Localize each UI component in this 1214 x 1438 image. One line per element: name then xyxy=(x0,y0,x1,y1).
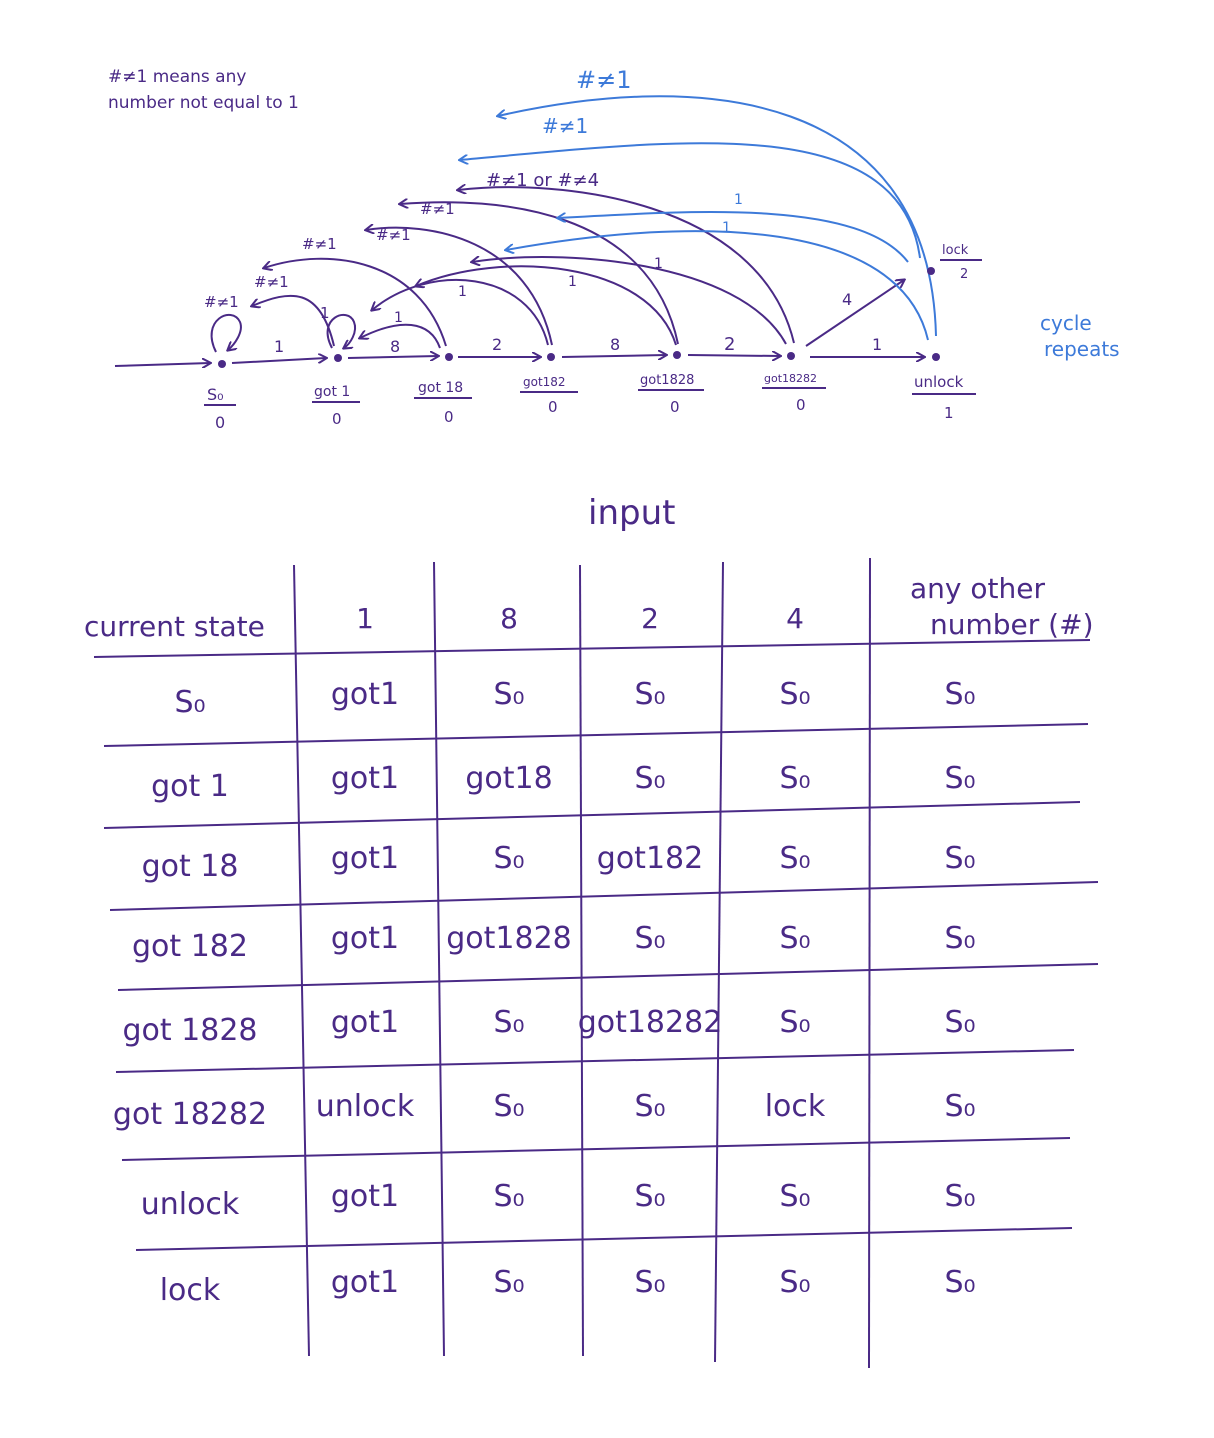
table-title: input xyxy=(588,493,676,533)
table-cell: S₀ xyxy=(944,761,976,796)
edge-got182-got1-label: 1 xyxy=(458,284,467,300)
edge-got1-self-label: 1 xyxy=(320,304,330,322)
table-vline-3 xyxy=(580,565,583,1356)
table-cell: S₀ xyxy=(634,921,666,956)
state-node-got182 xyxy=(547,353,555,361)
edge-got1-self xyxy=(328,315,356,348)
edge-unlock-got1-label: 1 xyxy=(722,220,731,236)
table-hline-5 xyxy=(116,1050,1074,1072)
table-hline-7 xyxy=(136,1228,1072,1250)
edge-got1-got18 xyxy=(348,356,438,358)
table-cell: S₀ xyxy=(944,921,976,956)
state-node-got18 xyxy=(445,353,453,361)
edge-s0-got1-label: 1 xyxy=(274,337,285,356)
edge-got182-got1828 xyxy=(562,355,666,357)
state-name-s0: S₀ xyxy=(207,385,224,404)
edge-got182-got1828-label: 8 xyxy=(610,335,621,354)
state-output-got18282: 0 xyxy=(796,396,806,414)
state-node-lock xyxy=(927,267,935,275)
edge-got18282-s0-label: #≠1 or #≠4 xyxy=(486,170,600,191)
table-cell: S₀ xyxy=(779,841,811,876)
table-cell: got18 xyxy=(465,761,553,796)
legend-note-line1: #≠1 means any xyxy=(108,67,247,87)
table-header-1: 1 xyxy=(356,602,374,635)
table-header-other-line1: any other xyxy=(910,572,1045,605)
state-name-unlock: unlock xyxy=(914,373,964,391)
table-cell: got1 xyxy=(330,921,400,956)
start-arrow xyxy=(115,363,210,366)
state-output-got182: 0 xyxy=(548,398,558,416)
edge-s0-got1 xyxy=(232,358,326,363)
table-cell: S₀ xyxy=(493,1265,525,1300)
edge-got18282-unlock-label: 1 xyxy=(872,335,883,354)
table-cell: got1 xyxy=(330,1179,400,1214)
table-header-8: 8 xyxy=(500,602,518,635)
cycle-note-line1: cycle xyxy=(1040,311,1092,335)
table-cell: S₀ xyxy=(493,1179,525,1214)
edge-lock-s0-label: #≠1 xyxy=(542,114,589,138)
state-output-s0: 0 xyxy=(215,413,226,432)
table-cell: S₀ xyxy=(493,1005,525,1040)
table-row-state: got 18282 xyxy=(112,1097,268,1132)
edge-lock-s0 xyxy=(460,143,920,258)
edge-lock-got1-label: 1 xyxy=(734,192,743,208)
table-hline-4 xyxy=(118,964,1098,990)
table-cell: got1 xyxy=(330,677,400,712)
edge-got18-s0-label: #≠1 xyxy=(302,235,337,253)
cycle-note-line2: repeats xyxy=(1044,337,1120,361)
table-row-state: got 1828 xyxy=(122,1013,258,1048)
edge-got1828-got18282 xyxy=(688,355,780,356)
state-node-got1828 xyxy=(673,351,681,359)
table-row-state: got 18 xyxy=(141,849,239,884)
edge-got1828-s0-label: #≠1 xyxy=(420,200,455,218)
table-row-state: S₀ xyxy=(174,685,206,720)
state-name-got18: got 18 xyxy=(418,380,464,396)
edge-got182-s0-label: #≠1 xyxy=(376,226,411,244)
table-cell: S₀ xyxy=(634,677,666,712)
table-header-2: 2 xyxy=(641,602,659,635)
table-corner-header: current state xyxy=(84,610,265,643)
table-hline-2 xyxy=(104,802,1080,828)
state-name-got1828: got1828 xyxy=(640,373,695,388)
edge-got1-got18-label: 8 xyxy=(390,337,401,356)
state-output-lock: 2 xyxy=(960,267,969,282)
table-row-state: got 1 xyxy=(151,769,229,804)
table-cell: S₀ xyxy=(493,1089,525,1124)
table-cell: got1 xyxy=(330,761,400,796)
table-cell: S₀ xyxy=(634,761,666,796)
table-cell: S₀ xyxy=(944,841,976,876)
edge-got1828-got18282-label: 2 xyxy=(724,334,736,355)
table-cell: S₀ xyxy=(779,761,811,796)
state-name-lock: lock xyxy=(942,243,969,258)
state-node-s0 xyxy=(218,360,226,368)
state-name-got1: got 1 xyxy=(314,384,351,400)
table-cell: S₀ xyxy=(634,1179,666,1214)
table-cell: S₀ xyxy=(944,1265,976,1300)
table-cell: S₀ xyxy=(634,1265,666,1300)
edge-got1-s0-label: #≠1 xyxy=(254,273,289,291)
edge-got18282-lock xyxy=(806,280,904,346)
table-cell: unlock xyxy=(315,1089,415,1124)
table-hline-1 xyxy=(104,724,1088,746)
table-cell: got1 xyxy=(330,1265,400,1300)
edge-unlock-s0-label: #≠1 xyxy=(576,66,632,94)
table-cell: S₀ xyxy=(944,1179,976,1214)
state-output-got18: 0 xyxy=(444,408,454,426)
state-node-unlock xyxy=(932,353,940,361)
table-cell: got1828 xyxy=(446,921,572,956)
state-node-got18282 xyxy=(787,352,795,360)
edge-got18-got1-label: 1 xyxy=(394,310,403,326)
state-name-got18282: got18282 xyxy=(764,372,818,385)
table-cell: S₀ xyxy=(779,677,811,712)
table-cell: S₀ xyxy=(779,1179,811,1214)
table-cell: S₀ xyxy=(493,677,525,712)
state-name-got182: got182 xyxy=(523,375,566,389)
table-hline-3 xyxy=(110,882,1098,910)
table-cell: lock xyxy=(764,1089,826,1124)
table-row-state: lock xyxy=(159,1273,221,1308)
table-cell: S₀ xyxy=(944,677,976,712)
state-output-unlock: 1 xyxy=(944,404,954,422)
table-vline-5 xyxy=(869,558,870,1368)
state-output-got1828: 0 xyxy=(670,398,680,416)
table-cell: S₀ xyxy=(779,1005,811,1040)
edge-got18-got182-label: 2 xyxy=(492,335,503,354)
state-node-got1 xyxy=(334,354,342,362)
legend-note-line2: number not equal to 1 xyxy=(108,93,299,113)
table-row-state: unlock xyxy=(140,1187,240,1222)
table-header-4: 4 xyxy=(786,602,804,635)
table-cell: S₀ xyxy=(779,921,811,956)
table-vline-1 xyxy=(294,565,309,1356)
edge-lock-got1 xyxy=(558,212,908,262)
table-cell: got182 xyxy=(596,841,704,876)
edge-got18282-got1-label: 1 xyxy=(654,256,663,272)
edge-s0-self xyxy=(212,315,241,352)
table-cell: S₀ xyxy=(944,1089,976,1124)
table-cell: S₀ xyxy=(779,1265,811,1300)
edge-got1828-got1 xyxy=(416,266,676,345)
table-body xyxy=(113,677,976,1308)
table-vline-2 xyxy=(434,562,444,1356)
state-output-got1: 0 xyxy=(332,410,342,428)
table-cell: S₀ xyxy=(944,1005,976,1040)
table-cell: got18282 xyxy=(577,1005,723,1040)
table-cell: got1 xyxy=(330,841,400,876)
table-cell: got1 xyxy=(330,1005,400,1040)
table-vline-4 xyxy=(715,562,723,1362)
table-cell: S₀ xyxy=(493,841,525,876)
table-hline-6 xyxy=(122,1138,1070,1160)
table-header-other-line2: number (#) xyxy=(930,608,1094,641)
edge-got1828-got1-label: 1 xyxy=(568,274,577,290)
table-cell: S₀ xyxy=(634,1089,666,1124)
edge-s0-self-label: #≠1 xyxy=(204,293,239,311)
edge-got18282-lock-label: 4 xyxy=(842,290,853,309)
table-row-state: got 182 xyxy=(132,929,248,964)
